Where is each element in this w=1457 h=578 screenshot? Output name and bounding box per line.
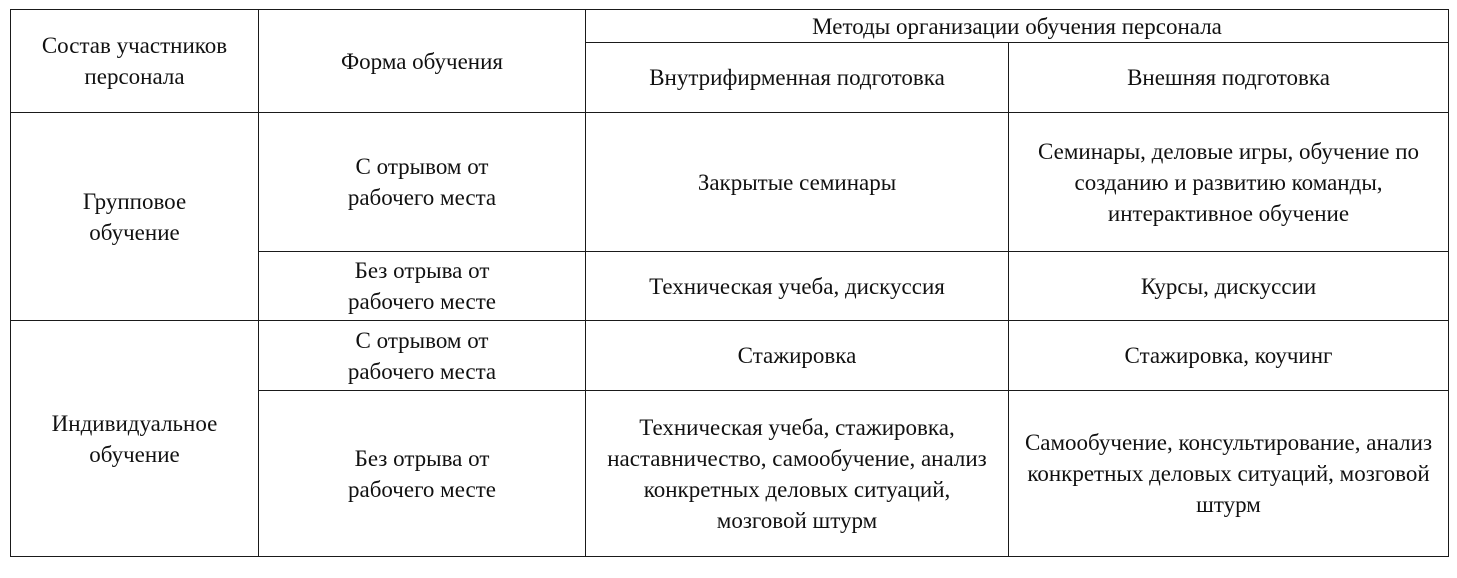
external-cell: Стажировка, коучинг xyxy=(1009,321,1449,391)
table-row xyxy=(11,321,1449,391)
internal-cell: Закрытые семинары xyxy=(586,113,1009,252)
form-cell: С отрывом от рабочего места xyxy=(259,113,586,252)
header-methods: Методы организации обучения персонала xyxy=(586,10,1449,43)
header-participants: Состав участников персонала xyxy=(11,10,259,113)
form-cell: Без отрыва от рабочего месте xyxy=(259,391,586,557)
header-row-top xyxy=(11,10,1449,43)
header-internal: Внутрифирменная подготовка xyxy=(586,43,1009,113)
header-form: Форма обучения xyxy=(259,10,586,113)
group-label-group: Групповое обучение xyxy=(11,113,259,321)
external-cell: Семинары, деловые игры, обучение по созданию и развитию команды, интерактивное обучение xyxy=(1009,113,1449,252)
internal-cell: Техническая учеба, дискуссия xyxy=(586,252,1009,321)
internal-cell: Техническая учеба, стажировка, наставничество, самообучение, анализ конкретных деловых ситуаций, мозговой штурм xyxy=(586,391,1009,557)
form-cell: Без отрыва от рабочего месте xyxy=(259,252,586,321)
group-label-individual: Индивидуальное обучение xyxy=(11,321,259,557)
training-methods-table xyxy=(10,9,1449,557)
external-cell: Самообучение, консультирование, анализ конкретных деловых ситуаций, мозговой штурм xyxy=(1009,391,1449,557)
internal-cell: Стажировка xyxy=(586,321,1009,391)
header-external: Внешняя подготовка xyxy=(1009,43,1449,113)
external-cell: Курсы, дискуссии xyxy=(1009,252,1449,321)
table-row xyxy=(11,113,1449,252)
form-cell: С отрывом от рабочего места xyxy=(259,321,586,391)
